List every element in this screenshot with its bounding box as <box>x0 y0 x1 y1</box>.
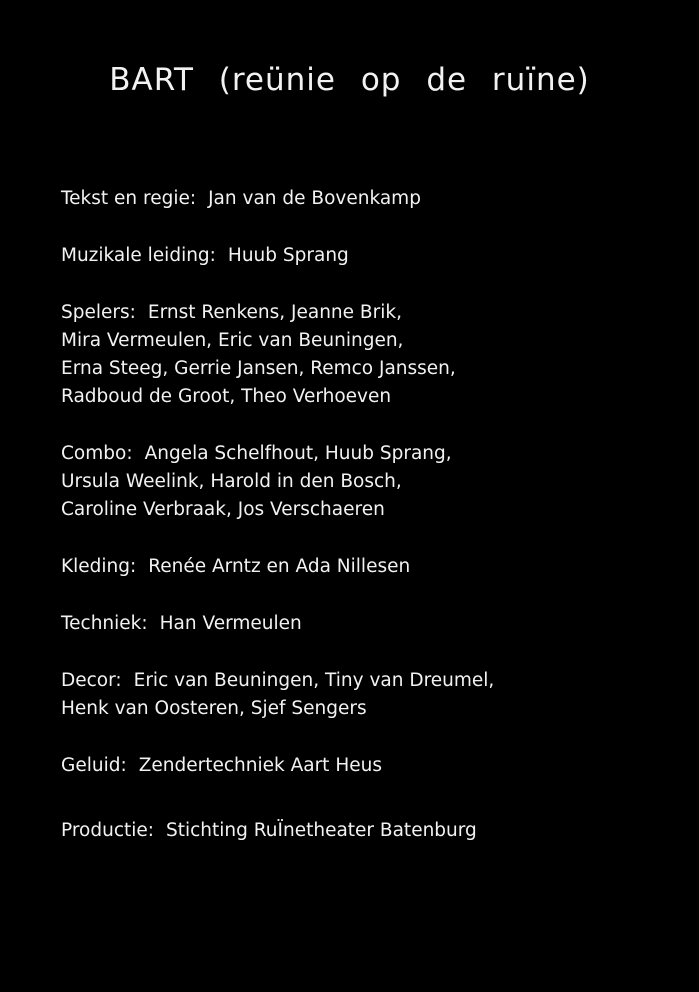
credit-productie <box>61 817 681 845</box>
credit-label: Techniek: <box>61 613 148 634</box>
credit-label: Tekst en regie: <box>61 188 197 209</box>
credit-label: Spelers: <box>61 302 136 323</box>
credit-value: Henk van Oosteren, Sjef Sengers <box>61 698 367 719</box>
credit-value: Erna Steeg, Gerrie Jansen, Remco Janssen, <box>61 358 456 379</box>
credit-label: Muzikale leiding: <box>61 245 216 266</box>
credit-combo <box>61 440 681 524</box>
credit-muzikale-leiding <box>61 242 681 270</box>
credit-label: Decor: <box>61 670 122 691</box>
credit-value: Zendertechniek Aart Heus <box>138 755 382 776</box>
credit-geluid <box>61 752 681 780</box>
credit-label: Combo: <box>61 443 133 464</box>
credit-label: Kleding: <box>61 556 137 577</box>
credit-value: Eric van Beuningen, Tiny van Dreumel, <box>133 670 495 691</box>
credit-value: Ernst Renkens, Jeanne Brik, <box>147 302 402 323</box>
credit-label: Productie: <box>61 820 154 841</box>
credit-techniek <box>61 610 681 638</box>
credits-list <box>61 185 681 845</box>
credit-value: Stichting RuÏnetheater Batenburg <box>166 820 477 841</box>
credit-value: Radboud de Groot, Theo Verhoeven <box>61 386 392 407</box>
credit-value: Ursula Weelink, Harold in den Bosch, <box>61 471 402 492</box>
credit-value: Jan van de Bovenkamp <box>208 188 421 209</box>
credit-value: Han Vermeulen <box>159 613 302 634</box>
credit-value: Caroline Verbraak, Jos Verschaeren <box>61 499 385 520</box>
credit-value: Angela Schelfhout, Huub Sprang, <box>144 443 452 464</box>
credit-label: Geluid: <box>61 755 127 776</box>
page-title: BART (reünie op de ruïne) <box>109 62 590 98</box>
credit-spelers <box>61 299 681 411</box>
credit-kleding <box>61 553 681 581</box>
credit-line <box>61 299 681 327</box>
credit-tekst-en-regie <box>61 185 681 213</box>
credit-value: Renée Arntz en Ada Nillesen <box>148 556 411 577</box>
credit-value: Mira Vermeulen, Eric van Beuningen, <box>61 330 404 351</box>
credit-line <box>61 667 681 695</box>
credit-line <box>61 440 681 468</box>
credit-decor <box>61 667 681 723</box>
credit-value: Huub Sprang <box>227 245 349 266</box>
